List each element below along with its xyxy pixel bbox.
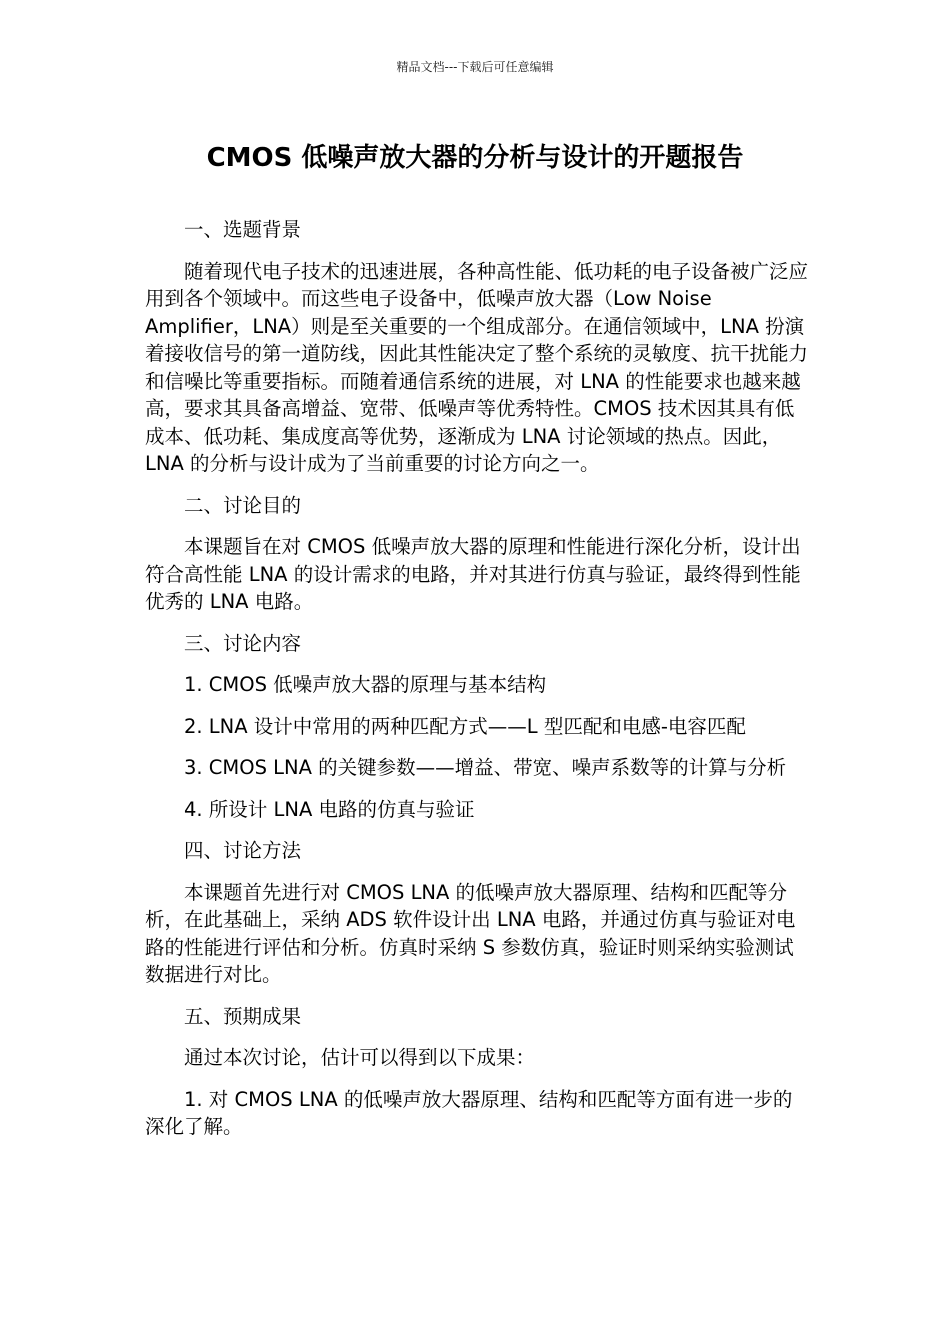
- content-list-item: 4. 所设计 LNA 电路的仿真与验证: [184, 797, 475, 821]
- section-body-purpose: 本课题旨在对 CMOS 低噪声放大器的原理和性能进行深化分析，设计出符合高性能 LNA 的设计需求的电路，并对其进行仿真与验证，最终得到性能优秀的 LNA 电路。: [145, 535, 801, 613]
- section-heading-purpose: 二、讨论目的: [184, 493, 302, 517]
- section-body-outcome-intro: 通过本次讨论，估计可以得到以下成果：: [184, 1046, 536, 1069]
- section-body-background: 随着现代电子技术的迅速进展，各种高性能、低功耗的电子设备被广泛应用到各个领域中。而这些电子设备中，低噪声放大器（Low Noise Amplifier，LNA）则是至关重要的一个组成部分。在通信领域中，LNA 扮演着接收信号的第一道防线，因此其性能决定了整个系统的灵敏度、抗干扰能力和信噪比等重要指标。而随着通信系统的进展，对 LNA 的性能要求也越来越高，要求其具备高增益、宽带、低噪声等优秀特性。CMOS 技术因其具有低成本、低功耗、集成度高等优势，逐渐成为 LNA 讨论领域的热点。因此，LNA 的分析与设计成为了当前重要的讨论方向之一。: [145, 259, 809, 475]
- content-list-item: 2. LNA 设计中常用的两种匹配方式——L 型匹配和电感-电容匹配: [184, 714, 746, 738]
- section-heading-method: 四、讨论方法: [184, 839, 302, 862]
- outcome-list-item: 1. 对 CMOS LNA 的低噪声放大器原理、结构和匹配等方面有进一步的深化了解。: [145, 1087, 793, 1138]
- document-body: [145, 216, 809, 1155]
- section-heading-outcome: 五、预期成果: [184, 1004, 302, 1028]
- content-list-item: 3. CMOS LNA 的关键参数——增益、带宽、噪声系数等的计算与分析: [184, 756, 787, 779]
- section-heading-background: 一、选题背景: [184, 218, 302, 241]
- document-title: CMOS 低噪声放大器的分析与设计的开题报告: [206, 143, 744, 173]
- section-heading-content: 三、讨论内容: [184, 631, 302, 655]
- section-body-method: 本课题首先进行对 CMOS LNA 的低噪声放大器原理、结构和匹配等分析，在此基础上，采纳 ADS 软件设计出 LNA 电路，并通过仿真与验证对电路的性能进行评估和分析。仿真时采纳 S 参数仿真，验证时则采纳实验测试数据进行对比。: [145, 880, 796, 986]
- header-note: 精品文档---下载后可任意编辑: [396, 60, 554, 74]
- content-list-item: 1. CMOS 低噪声放大器的原理与基本结构: [184, 673, 547, 696]
